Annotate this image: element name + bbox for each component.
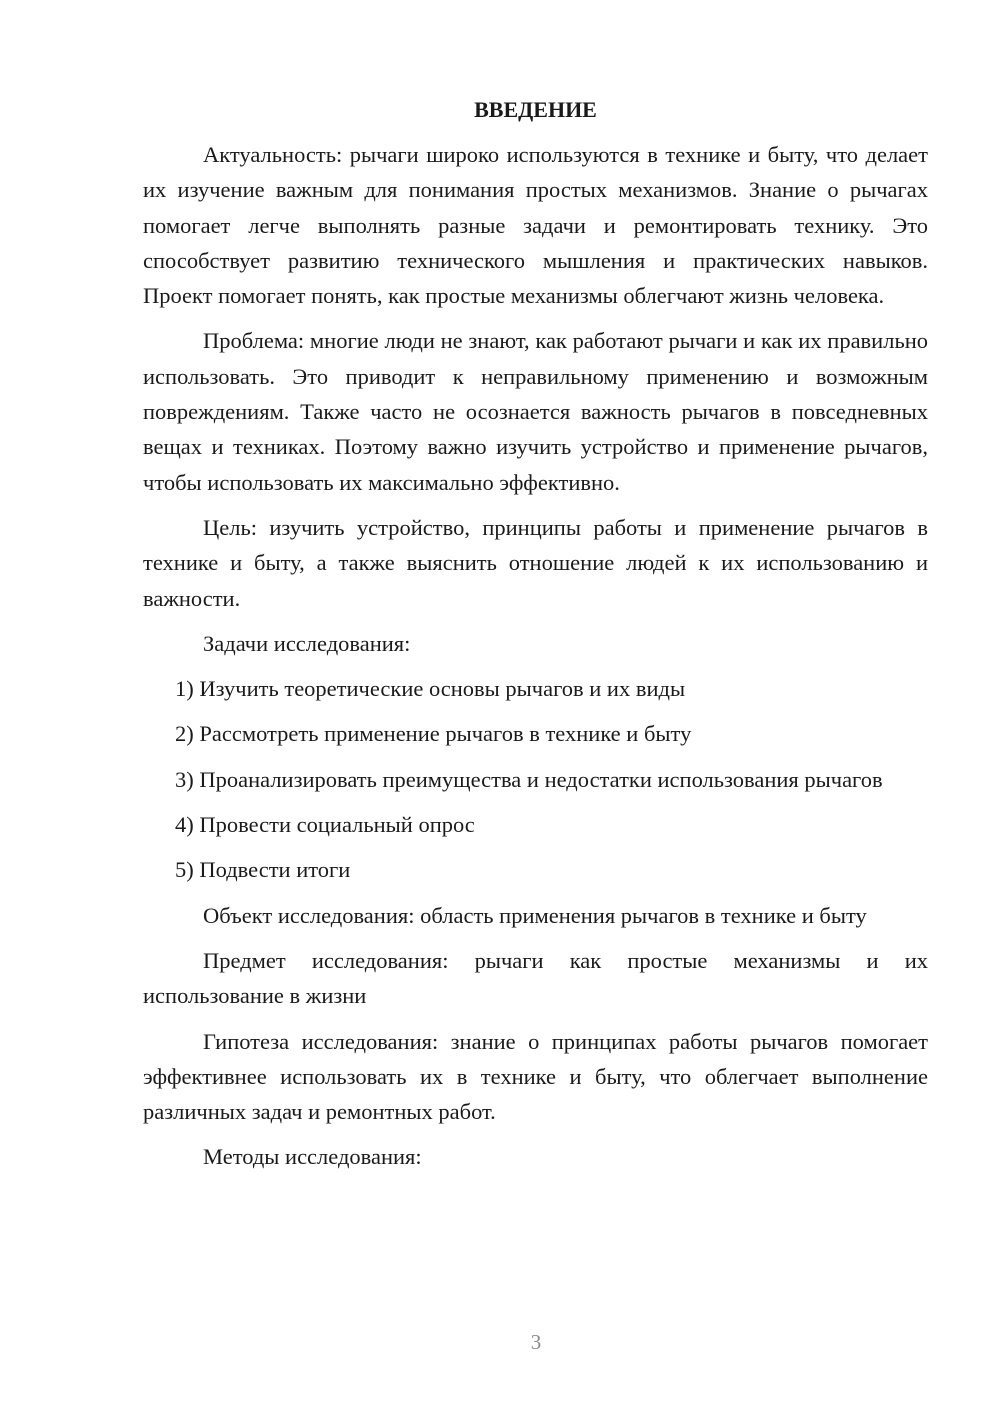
problem-paragraph: Проблема: многие люди не знают, как работают рычаги и как их правильно использовать. Это приводит к неправильному применению и возможным повреждениям. Также часто не осознается важность рычагов в повседневных вещах и техниках. Поэтому важно изучить устройство и применение рычагов, чтобы использовать их максимально эффективно.: [143, 328, 928, 495]
tasks-heading: Задачи исследования:: [203, 630, 411, 656]
page-number: 3: [530, 1330, 542, 1354]
task-item-4: 4) Провести социальный опрос: [175, 812, 475, 838]
task-item-1: 1) Изучить теоретические основы рычагов и их виды: [175, 676, 686, 702]
hypothesis-paragraph: Гипотеза исследования: знание о принципах работы рычагов помогает эффективнее использовать их в технике и быту, что облегчает выполнение различных задач и ремонтных работ.: [143, 1028, 928, 1125]
section-title: ВВЕДЕНИЕ: [474, 97, 597, 122]
methods-heading: Методы исследования:: [203, 1144, 422, 1170]
object-paragraph: Объект исследования: область применения рычагов в технике и быту: [203, 902, 867, 928]
subject-paragraph: Предмет исследования: рычаги как простые механизмы и их использование в жизни: [143, 947, 928, 1009]
task-item-2: 2) Рассмотреть применение рычагов в технике и быту: [175, 721, 692, 747]
task-item-5: 5) Подвести итоги: [175, 857, 351, 883]
goal-paragraph: Цель: изучить устройство, принципы работы и применение рычагов в технике и быту, а также выяснить отношение людей к их использованию и важности.: [143, 514, 928, 611]
page-content: [143, 92, 928, 1185]
relevance-paragraph: Актуальность: рычаги широко используются в технике и быту, что делает их изучение важным для понимания простых механизмов. Знание о рычагах помогает легче выполнять разные задачи и ремонтировать технику. Это способствует развитию технического мышления и практических навыков. Проект помогает понять, как простые механизмы облегчают жизнь человека.: [143, 142, 928, 309]
task-item-3: 3) Проанализировать преимущества и недостатки использования рычагов: [175, 766, 883, 792]
